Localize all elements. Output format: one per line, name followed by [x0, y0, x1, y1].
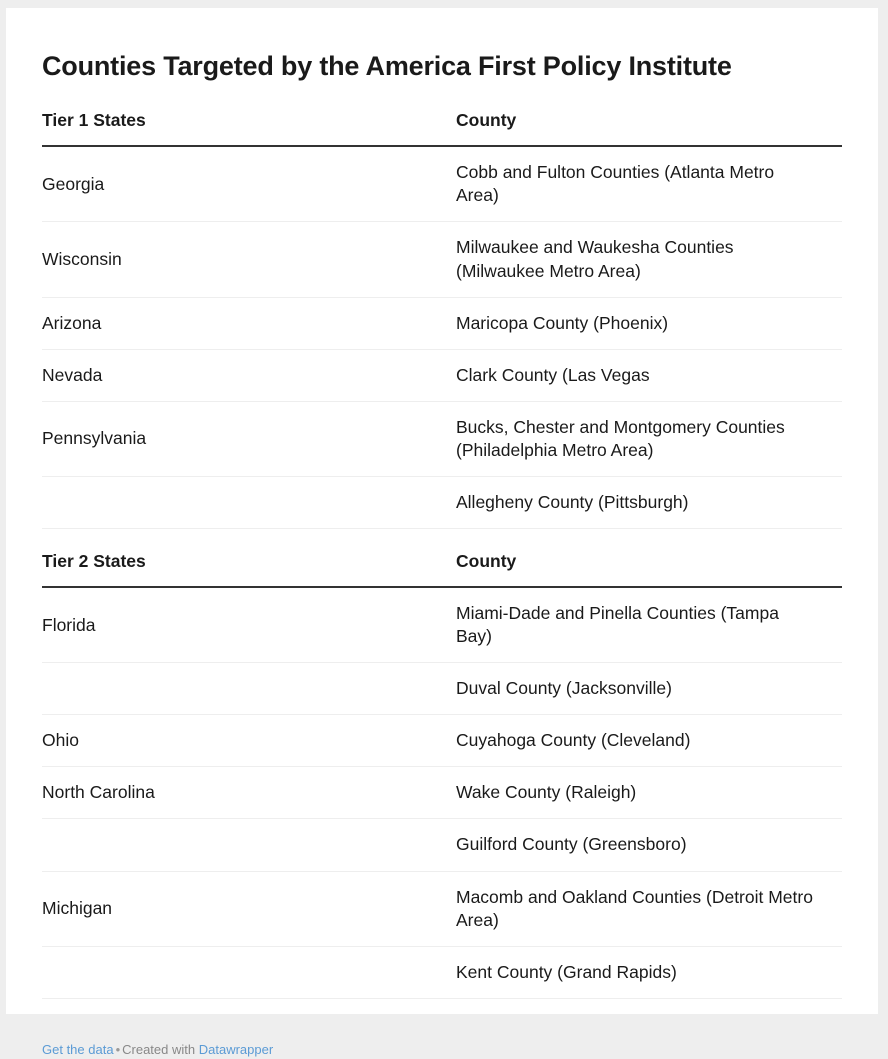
table-row [42, 477, 842, 529]
datawrapper-link[interactable]: Datawrapper [198, 1041, 274, 1057]
cell-county: Clark County (Las Vegas [456, 349, 842, 401]
page-title: Counties Targeted by the America First Policy Institute [42, 51, 732, 81]
table-row [42, 587, 842, 663]
cell-state: North Carolina [42, 767, 456, 819]
table-row [42, 146, 842, 222]
table-row [42, 715, 842, 767]
cell-county: Maricopa County (Phoenix) [456, 297, 842, 349]
cell-county: Cobb and Fulton Counties (Atlanta Metro Area) [456, 146, 842, 222]
cell-county: Allegheny County (Pittsburgh) [456, 477, 842, 529]
cell-state: Arizona [42, 297, 456, 349]
cell-county: Miami-Dade and Pinella Counties (Tampa Bay) [456, 587, 842, 663]
chart-footer [42, 999, 842, 1059]
table-row [42, 222, 842, 297]
table-row [42, 767, 842, 819]
column-header-county: County [456, 104, 842, 146]
table-row [42, 401, 842, 476]
cell-state [42, 946, 456, 998]
cell-state: Georgia [42, 146, 456, 222]
table-row [42, 663, 842, 715]
cell-county: Macomb and Oakland Counties (Detroit Metro Area) [456, 871, 842, 946]
table-row [42, 946, 842, 998]
get-the-data-link[interactable]: Get the data [42, 1041, 114, 1057]
table-body [42, 104, 842, 998]
column-header-tier-2-states: Tier 2 States [42, 529, 456, 587]
cell-state: Wisconsin [42, 222, 456, 297]
cell-state [42, 819, 456, 871]
cell-county: Cuyahoga County (Cleveland) [456, 715, 842, 767]
cell-state: Michigan [42, 871, 456, 946]
created-with-label: Created with [122, 1041, 196, 1057]
table-row [42, 349, 842, 401]
data-table [42, 104, 842, 998]
cell-county: Bucks, Chester and Montgomery Counties (Philadelphia Metro Area) [456, 401, 842, 476]
cell-county: Kent County (Grand Rapids) [456, 946, 842, 998]
cell-county: Milwaukee and Waukesha Counties (Milwaukee Metro Area) [456, 222, 842, 297]
table-row [42, 871, 842, 946]
cell-county: Wake County (Raleigh) [456, 767, 842, 819]
column-header-tier-1-states: Tier 1 States [42, 104, 456, 146]
chart-card [6, 8, 878, 1057]
cell-state: Nevada [42, 349, 456, 401]
table-row [42, 819, 842, 871]
table-row [42, 297, 842, 349]
cell-state: Pennsylvania [42, 401, 456, 476]
cell-state [42, 663, 456, 715]
column-header-county: County [456, 529, 842, 587]
cell-county: Guilford County (Greensboro) [456, 819, 842, 871]
cell-state [42, 477, 456, 529]
cell-county: Duval County (Jacksonville) [456, 663, 842, 715]
cell-state: Florida [42, 587, 456, 663]
footer-separator-dot: • [115, 1041, 121, 1057]
table-header-row-tier-2 [42, 529, 842, 587]
cell-state: Ohio [42, 715, 456, 767]
table-header-row-tier-1 [42, 104, 842, 146]
